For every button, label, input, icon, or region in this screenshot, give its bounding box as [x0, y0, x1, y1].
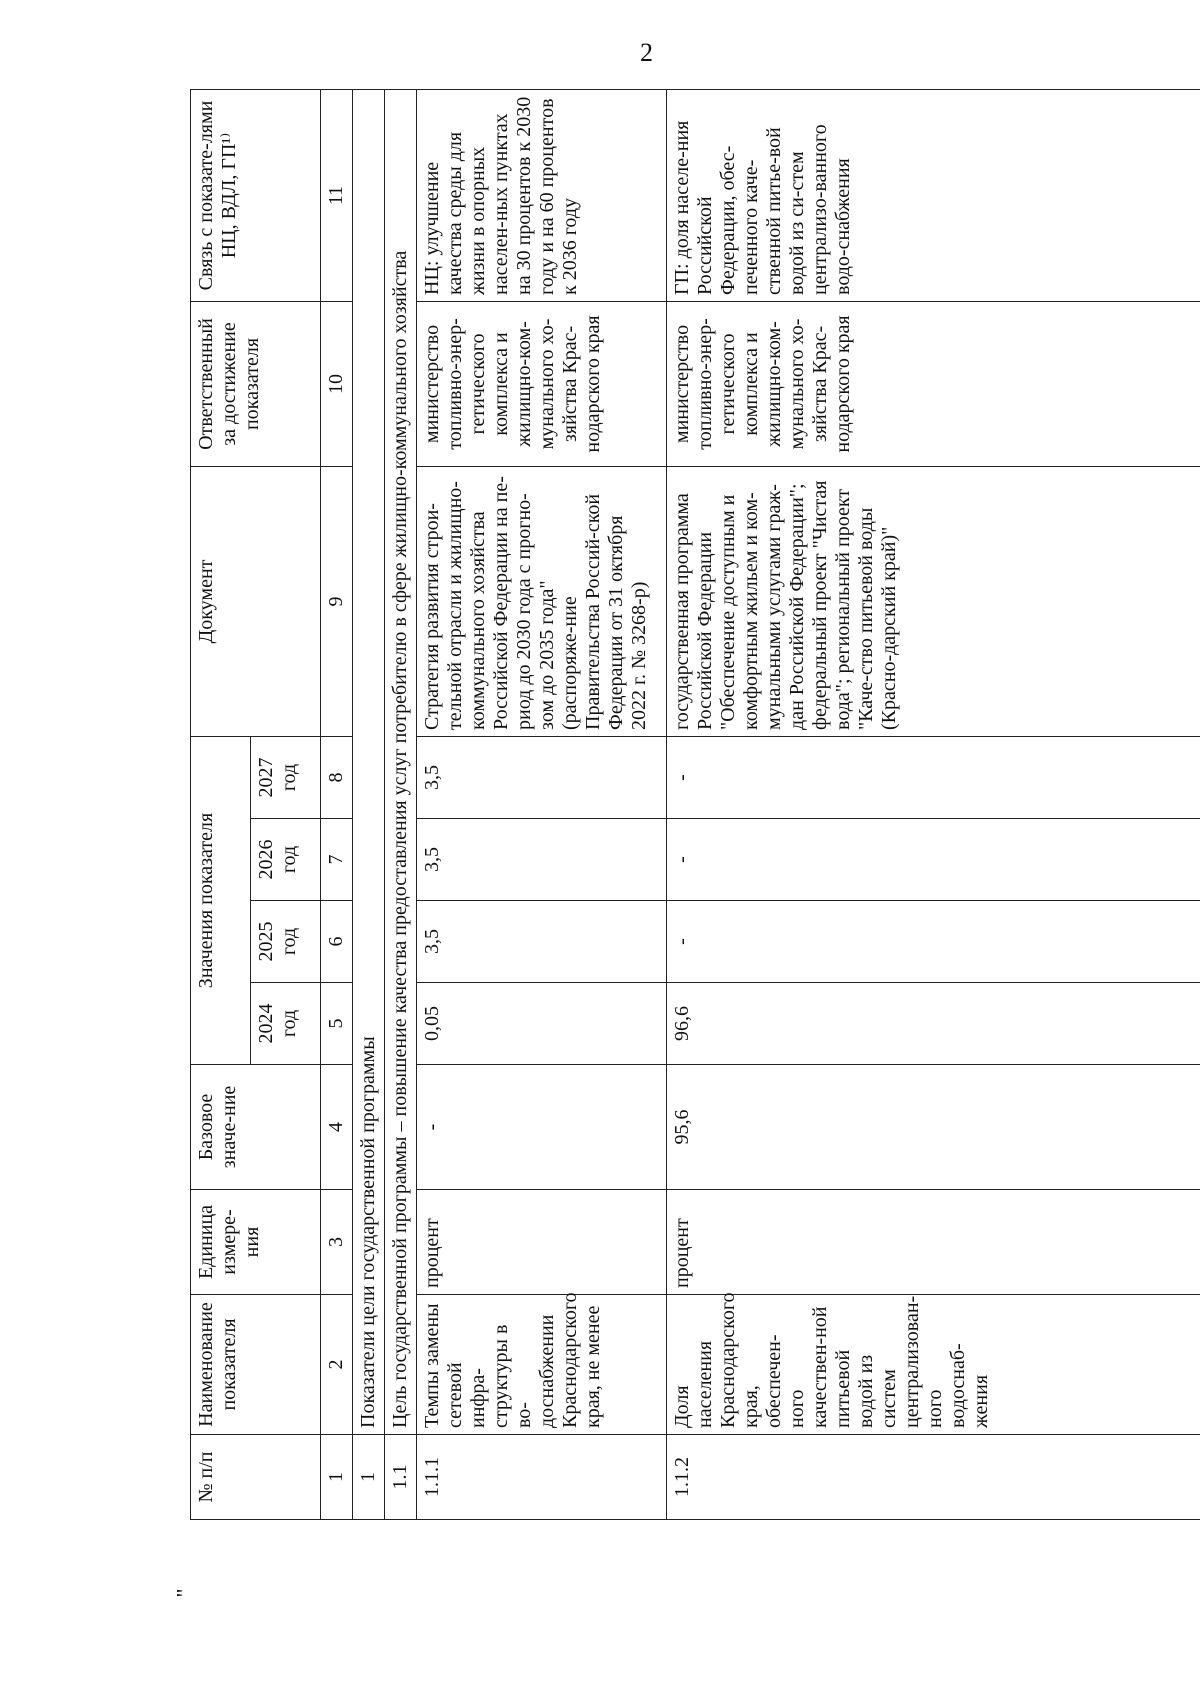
row-value-2027: - [667, 736, 1200, 818]
column-number: 11 [321, 89, 353, 301]
header-row-1 [191, 89, 251, 1519]
row-value-2027: 3,5 [417, 736, 667, 818]
header-num: № п/п [191, 1435, 321, 1520]
row-link: НЦ: улучшение качества среды для жизни в опорных населен-ных пунктах на 30 процентов к 2030 году и на 60 процентов к 2036 году [417, 89, 667, 301]
column-number: 4 [321, 1065, 353, 1190]
section-title: Показатели цели государственной программы [353, 89, 385, 1434]
row-value-2026: - [667, 819, 1200, 901]
column-number: 1 [321, 1435, 353, 1520]
row-value-2025: - [667, 901, 1200, 983]
row-value-2024: 96,6 [667, 983, 1200, 1065]
goal-row [385, 89, 417, 1519]
opening-quote-mark: " [171, 1588, 197, 1598]
row-document: Стратегия развития строи-тельной отрасли и жилищно-коммунального хозяйства Российской Федерации на пе-риод до 2030 года с прогно-зом до 2035 года" (распоряже-ние Правительства Россий-ской Федерации от 31 октября 2022 г. № 3268-р) [417, 466, 667, 736]
header-unit: Единица измере-ния [191, 1190, 321, 1295]
header-responsible: Ответственный за достижение показателя [191, 301, 321, 466]
row-unit: процент [417, 1190, 667, 1295]
column-number: 9 [321, 466, 353, 736]
rotated-table-wrapper [190, 90, 1200, 1520]
table-row [417, 89, 667, 1519]
column-number: 3 [321, 1190, 353, 1295]
header-year-2025: 2025 год [251, 901, 321, 983]
header-year-2024: 2024 год [251, 983, 321, 1065]
row-name: Темпы замены сетевой инфра-структуры в во-доснабжении Краснодарского края, не менее [417, 1295, 667, 1435]
header-values: Значения показателя [191, 736, 251, 1064]
column-number: 10 [321, 301, 353, 466]
section-num: 1 [353, 1435, 385, 1520]
header-year-2027: 2027 год [251, 736, 321, 818]
column-number-row [321, 89, 353, 1519]
row-num: 1.1.1 [417, 1435, 667, 1520]
column-number: 5 [321, 983, 353, 1065]
row-num: 1.1.2 [667, 1435, 1200, 1520]
row-link: ГП: доля населе-ния Российской Федерации, обес-печенного каче-ственной питье-вой водой из си-стем централизо-ванного водо-снабжения [667, 89, 1200, 301]
goal-title: Цель государственной программы – повышение качества предоставления услуг потребителю в сфере жилищно-коммунального хозяйства [385, 89, 417, 1434]
page-number: 2 [640, 38, 653, 67]
row-value-2025: 3,5 [417, 901, 667, 983]
row-value-2024: 0,05 [417, 983, 667, 1065]
header-link: Связь с показате-лями НЦ, ВДЛ, ГП¹⁾ [191, 89, 321, 301]
indicators-table [190, 89, 1200, 1520]
row-base: - [417, 1065, 667, 1190]
row-unit: процент [667, 1190, 1200, 1295]
header-name: Наименование показателя [191, 1295, 321, 1435]
section-row [353, 89, 385, 1519]
column-number: 7 [321, 819, 353, 901]
row-base: 95,6 [667, 1065, 1200, 1190]
row-name: Доля населения Краснодарского края, обеспечен-ного качествен-ной питьевой водой из систем централизован-ного водоснаб-жения [667, 1295, 1200, 1435]
row-responsible: министерство топливно-энер-гетического комплекса и жилищно-ком-мунального хо-зяйства Крас-нодарского края [667, 301, 1200, 466]
row-value-2026: 3,5 [417, 819, 667, 901]
header-document: Документ [191, 466, 321, 736]
row-document: государственная программа Российской Федерации "Обеспечение доступным и комфортным жильем и ком-мунальными услугами граж-дан Российской Федерации"; федеральный проект "Чистая вода"; региональный проект "Каче-ство питьевой воды (Красно-дарский край)" [667, 466, 1200, 736]
header-year-2026: 2026 год [251, 819, 321, 901]
column-number: 6 [321, 901, 353, 983]
goal-num: 1.1 [385, 1435, 417, 1520]
table-row [667, 89, 1200, 1519]
column-number: 8 [321, 736, 353, 818]
column-number: 2 [321, 1295, 353, 1435]
row-responsible: министерство топливно-энер-гетического комплекса и жилищно-ком-мунального хо-зяйства Крас-нодарского края [417, 301, 667, 466]
header-base: Базовое значе-ние [191, 1065, 321, 1190]
